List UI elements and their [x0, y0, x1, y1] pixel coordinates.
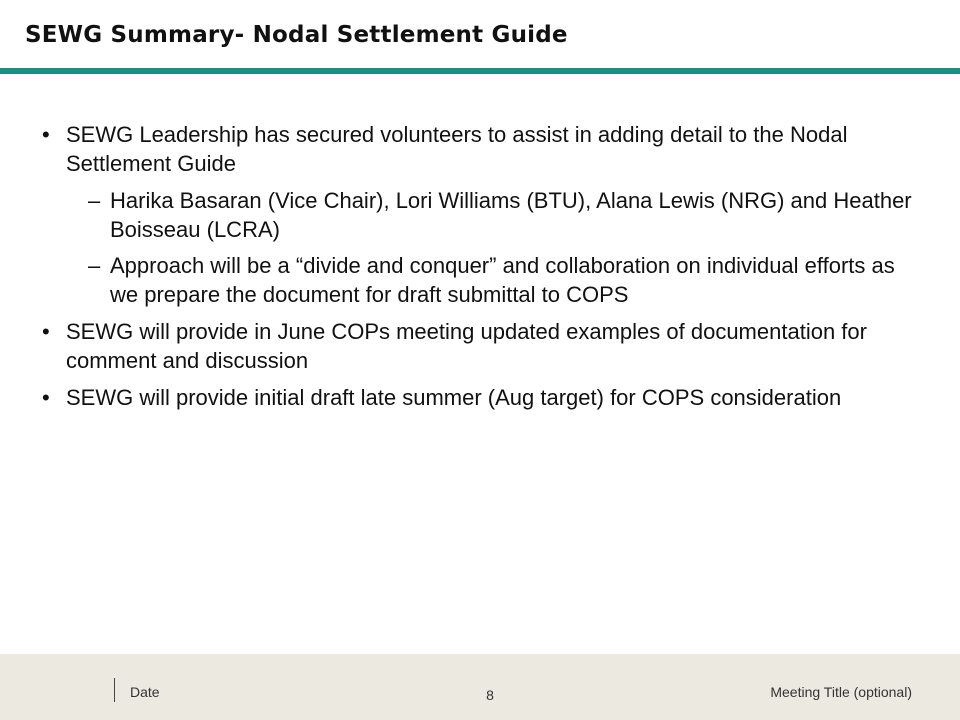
bullet-item — [40, 383, 920, 412]
footer-bar — [0, 654, 960, 720]
sub-bullet-text: Approach will be a “divide and conquer” and collaboration on individual efforts as we prepare the document for draft submittal to COPS — [110, 253, 895, 307]
slide-content — [40, 120, 920, 420]
sub-bullet-item — [66, 186, 920, 244]
sub-bullet-list — [66, 186, 920, 309]
sub-bullet-item — [66, 251, 920, 309]
bullet-item — [40, 120, 920, 309]
bullet-text: SEWG Leadership has secured volunteers to assist in adding detail to the Nodal Settlement Guide — [66, 122, 848, 176]
page-number: 8 — [486, 687, 494, 703]
meeting-title: Meeting Title (optional) — [770, 684, 912, 700]
bullet-list — [40, 120, 920, 412]
bullet-text: SEWG will provide initial draft late summer (Aug target) for COPS consideration — [66, 385, 842, 410]
bullet-item — [40, 317, 920, 375]
bullet-text: SEWG will provide in June COPs meeting updated examples of documentation for comment and discussion — [66, 319, 867, 373]
footer-date: Date — [130, 684, 160, 700]
slide-title: SEWG Summary- Nodal Settlement Guide — [25, 22, 568, 48]
title-rule — [0, 68, 960, 74]
footer-divider — [114, 678, 115, 702]
sub-bullet-text: Harika Basaran (Vice Chair), Lori Williams (BTU), Alana Lewis (NRG) and Heather Boisseau (LCRA) — [110, 188, 912, 242]
